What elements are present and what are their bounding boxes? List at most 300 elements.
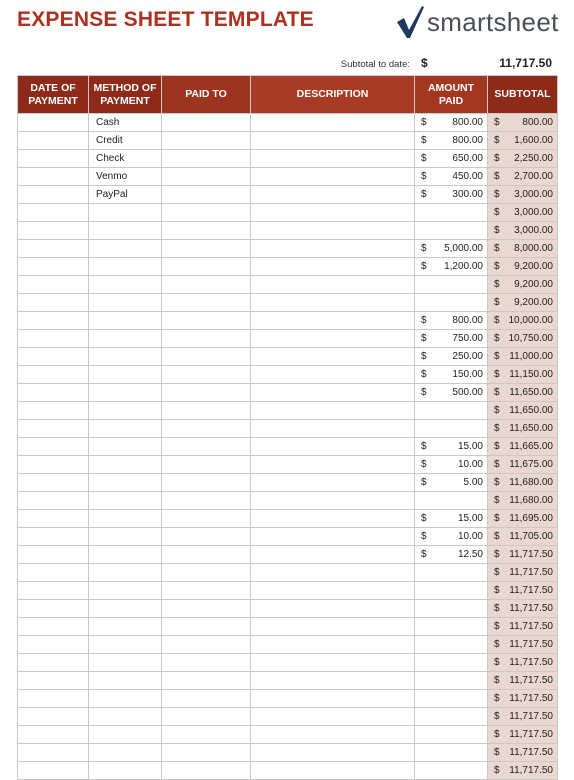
paid-to-cell[interactable] — [162, 150, 251, 168]
paid-to-cell[interactable] — [162, 636, 251, 654]
subtotal-cell — [488, 618, 558, 636]
subtotal-value: 11,650.00 — [509, 405, 553, 416]
date-cell[interactable] — [18, 438, 89, 456]
amount-cell[interactable] — [415, 312, 488, 330]
description-cell[interactable] — [251, 240, 415, 258]
amount-cell[interactable] — [415, 456, 488, 474]
description-cell[interactable] — [251, 600, 415, 618]
date-cell[interactable] — [18, 186, 89, 204]
description-cell[interactable] — [251, 636, 415, 654]
subtotal-value: 11,665.00 — [509, 441, 553, 452]
date-cell[interactable] — [18, 420, 89, 438]
amount-cell[interactable] — [415, 240, 488, 258]
date-cell[interactable] — [18, 492, 89, 510]
date-cell[interactable] — [18, 168, 89, 186]
amount-cell[interactable] — [415, 600, 488, 618]
description-cell[interactable] — [251, 708, 415, 726]
date-cell[interactable] — [18, 402, 89, 420]
amount-cell[interactable] — [415, 636, 488, 654]
subtotal-value: 11,717.50 — [509, 549, 553, 560]
paid-to-cell[interactable] — [162, 348, 251, 366]
paid-to-cell[interactable] — [162, 420, 251, 438]
amount-currency: $ — [421, 369, 427, 380]
method-cell[interactable] — [89, 348, 162, 366]
subtotal-cell — [488, 600, 558, 618]
amount-cell[interactable] — [415, 726, 488, 744]
subtotal-currency: $ — [494, 261, 500, 272]
date-cell[interactable] — [18, 708, 89, 726]
date-cell[interactable] — [18, 312, 89, 330]
paid-to-cell[interactable] — [162, 330, 251, 348]
subtotal-cell — [488, 744, 558, 762]
subtotal-label: Subtotal to date: — [340, 59, 410, 70]
description-cell[interactable] — [251, 366, 415, 384]
subtotal-currency: $ — [494, 243, 500, 254]
amount-cell[interactable] — [415, 672, 488, 690]
method-cell[interactable] — [89, 366, 162, 384]
date-cell[interactable] — [18, 150, 89, 168]
amount-currency: $ — [421, 531, 427, 542]
amount-cell[interactable] — [415, 132, 488, 150]
amount-cell[interactable] — [415, 294, 488, 312]
subtotal-value: 11,717.50 — [509, 711, 553, 722]
method-cell[interactable] — [89, 294, 162, 312]
subtotal-value: 11,705.00 — [509, 531, 553, 542]
paid-to-cell[interactable] — [162, 222, 251, 240]
date-cell[interactable] — [18, 690, 89, 708]
subtotal-cell — [488, 582, 558, 600]
method-cell[interactable] — [89, 708, 162, 726]
description-cell[interactable] — [251, 492, 415, 510]
checkmark-icon — [395, 4, 425, 40]
paid-to-cell[interactable] — [162, 114, 251, 132]
subtotal-currency: $ — [494, 315, 500, 326]
method-cell[interactable] — [89, 636, 162, 654]
table-row — [18, 168, 558, 186]
subtotal-value: 10,750.00 — [508, 333, 553, 344]
paid-to-cell[interactable] — [162, 564, 251, 582]
date-cell[interactable] — [18, 348, 89, 366]
description-cell[interactable] — [251, 672, 415, 690]
amount-cell[interactable] — [415, 420, 488, 438]
paid-to-cell[interactable] — [162, 240, 251, 258]
paid-to-cell[interactable] — [162, 726, 251, 744]
paid-to-cell[interactable] — [162, 654, 251, 672]
subtotal-value: 11,680.00 — [509, 495, 553, 506]
amount-cell[interactable] — [415, 204, 488, 222]
description-cell[interactable] — [251, 528, 415, 546]
method-cell[interactable]: Check — [89, 150, 162, 168]
date-cell[interactable] — [18, 546, 89, 564]
subtotal-value: 11,717.50 — [509, 567, 553, 578]
description-cell[interactable] — [251, 150, 415, 168]
amount-cell[interactable] — [415, 150, 488, 168]
logo-text: smartsheet — [427, 6, 559, 37]
table-row — [18, 474, 558, 492]
paid-to-cell[interactable] — [162, 708, 251, 726]
amount-value: 15.00 — [457, 441, 483, 452]
table-row — [18, 366, 558, 384]
paid-to-cell[interactable] — [162, 456, 251, 474]
subtotal-value: 11,717.50 — [499, 56, 552, 70]
method-cell[interactable] — [89, 474, 162, 492]
header-description: DESCRIPTION — [251, 76, 415, 114]
table-row — [18, 690, 558, 708]
amount-cell[interactable] — [415, 222, 488, 240]
date-cell[interactable] — [18, 258, 89, 276]
subtotal-value: 11,650.00 — [509, 387, 553, 398]
paid-to-cell[interactable] — [162, 438, 251, 456]
amount-currency: $ — [421, 549, 427, 560]
subtotal-currency: $ — [494, 225, 500, 236]
method-cell[interactable] — [89, 492, 162, 510]
table-row — [18, 150, 558, 168]
date-cell[interactable] — [18, 528, 89, 546]
amount-cell[interactable] — [415, 510, 488, 528]
subtotal-cell — [488, 420, 558, 438]
date-cell[interactable] — [18, 132, 89, 150]
description-cell[interactable] — [251, 186, 415, 204]
method-cell[interactable] — [89, 600, 162, 618]
amount-value: 1,200.00 — [444, 261, 483, 272]
subtotal-currency: $ — [494, 387, 500, 398]
amount-cell[interactable] — [415, 366, 488, 384]
method-cell[interactable]: Cash — [89, 114, 162, 132]
description-cell[interactable] — [251, 276, 415, 294]
method-cell[interactable] — [89, 744, 162, 762]
amount-value: 15.00 — [457, 513, 483, 524]
method-cell[interactable] — [89, 564, 162, 582]
paid-to-cell[interactable] — [162, 276, 251, 294]
description-cell[interactable] — [251, 132, 415, 150]
table-row — [18, 276, 558, 294]
amount-value: 250.00 — [452, 351, 483, 362]
description-cell[interactable] — [251, 618, 415, 636]
amount-cell[interactable] — [415, 744, 488, 762]
table-row — [18, 402, 558, 420]
date-cell[interactable] — [18, 618, 89, 636]
description-cell[interactable] — [251, 294, 415, 312]
subtotal-cell — [488, 672, 558, 690]
method-cell[interactable] — [89, 510, 162, 528]
paid-to-cell[interactable] — [162, 312, 251, 330]
method-cell[interactable] — [89, 726, 162, 744]
paid-to-cell[interactable] — [162, 618, 251, 636]
date-cell[interactable] — [18, 582, 89, 600]
amount-cell[interactable] — [415, 708, 488, 726]
subtotal-cell — [488, 132, 558, 150]
date-cell[interactable] — [18, 456, 89, 474]
subtotal-cell — [488, 510, 558, 528]
amount-cell[interactable] — [415, 546, 488, 564]
date-cell[interactable] — [18, 672, 89, 690]
method-cell[interactable] — [89, 312, 162, 330]
method-cell[interactable] — [89, 438, 162, 456]
amount-value: 500.00 — [452, 387, 483, 398]
description-cell[interactable] — [251, 474, 415, 492]
subtotal-currency: $ — [494, 279, 500, 290]
description-cell[interactable] — [251, 438, 415, 456]
method-cell[interactable] — [89, 456, 162, 474]
table-row — [18, 492, 558, 510]
amount-currency: $ — [421, 243, 427, 254]
paid-to-cell[interactable] — [162, 294, 251, 312]
date-cell[interactable] — [18, 294, 89, 312]
amount-cell[interactable] — [415, 690, 488, 708]
subtotal-cell — [488, 456, 558, 474]
table-row — [18, 618, 558, 636]
paid-to-cell[interactable] — [162, 168, 251, 186]
subtotal-value: 11,680.00 — [509, 477, 553, 488]
method-cell[interactable]: Venmo — [89, 168, 162, 186]
paid-to-cell[interactable] — [162, 510, 251, 528]
subtotal-cell — [488, 402, 558, 420]
subtotal-currency: $ — [494, 621, 500, 632]
description-cell[interactable] — [251, 348, 415, 366]
amount-cell[interactable] — [415, 582, 488, 600]
description-cell[interactable] — [251, 330, 415, 348]
method-cell[interactable] — [89, 276, 162, 294]
paid-to-cell[interactable] — [162, 690, 251, 708]
date-cell[interactable] — [18, 744, 89, 762]
amount-cell[interactable] — [415, 402, 488, 420]
method-cell[interactable]: Credit — [89, 132, 162, 150]
subtotal-value: 11,717.50 — [509, 585, 553, 596]
subtotal-value: 11,675.00 — [509, 459, 553, 470]
table-row — [18, 348, 558, 366]
header-paid-to: PAID TO — [162, 76, 251, 114]
subtotal-cell — [488, 708, 558, 726]
paid-to-cell[interactable] — [162, 366, 251, 384]
method-cell[interactable]: PayPal — [89, 186, 162, 204]
subtotal-currency: $ — [494, 711, 500, 722]
paid-to-cell[interactable] — [162, 384, 251, 402]
description-cell[interactable] — [251, 204, 415, 222]
description-cell[interactable] — [251, 258, 415, 276]
date-cell[interactable] — [18, 510, 89, 528]
amount-cell[interactable] — [415, 186, 488, 204]
date-cell[interactable] — [18, 114, 89, 132]
date-cell[interactable] — [18, 204, 89, 222]
description-cell[interactable] — [251, 384, 415, 402]
paid-to-cell[interactable] — [162, 474, 251, 492]
description-cell[interactable] — [251, 168, 415, 186]
subtotal-value: 10,000.00 — [508, 315, 553, 326]
subtotal-cell — [488, 114, 558, 132]
amount-value: 10.00 — [457, 531, 483, 542]
description-cell[interactable] — [251, 114, 415, 132]
amount-currency: $ — [421, 315, 427, 326]
description-cell[interactable] — [251, 510, 415, 528]
amount-cell[interactable] — [415, 528, 488, 546]
description-cell[interactable] — [251, 312, 415, 330]
amount-value: 450.00 — [452, 171, 483, 182]
subtotal-value: 2,700.00 — [514, 171, 553, 182]
paid-to-cell[interactable] — [162, 546, 251, 564]
subtotal-cell — [488, 258, 558, 276]
table-row — [18, 546, 558, 564]
subtotal-cell — [488, 636, 558, 654]
amount-cell[interactable] — [415, 474, 488, 492]
header-subtotal: SUBTOTAL — [488, 76, 558, 114]
amount-currency: $ — [421, 261, 427, 272]
method-cell[interactable] — [89, 204, 162, 222]
subtotal-currency: $ — [494, 477, 500, 488]
subtotal-currency: $ — [494, 495, 500, 506]
paid-to-cell[interactable] — [162, 582, 251, 600]
amount-value: 750.00 — [452, 333, 483, 344]
description-cell[interactable] — [251, 582, 415, 600]
amount-cell[interactable] — [415, 564, 488, 582]
description-cell[interactable] — [251, 654, 415, 672]
table-header-row — [18, 76, 558, 114]
subtotal-currency: $ — [494, 153, 500, 164]
date-cell[interactable] — [18, 330, 89, 348]
date-cell[interactable] — [18, 564, 89, 582]
subtotal-to-date — [0, 56, 574, 72]
subtotal-cell — [488, 186, 558, 204]
date-cell[interactable] — [18, 384, 89, 402]
date-cell[interactable] — [18, 600, 89, 618]
subtotal-value: 11,717.50 — [509, 729, 553, 740]
subtotal-value: 11,695.00 — [509, 513, 553, 524]
method-cell[interactable] — [89, 330, 162, 348]
method-cell[interactable] — [89, 240, 162, 258]
table-row — [18, 510, 558, 528]
subtotal-value: 11,717.50 — [509, 747, 553, 758]
amount-cell[interactable] — [415, 384, 488, 402]
subtotal-cell — [488, 726, 558, 744]
amount-cell[interactable] — [415, 276, 488, 294]
expense-table — [17, 75, 558, 780]
table-row — [18, 294, 558, 312]
description-cell[interactable] — [251, 744, 415, 762]
table-row — [18, 330, 558, 348]
amount-currency: $ — [421, 189, 427, 200]
method-cell[interactable] — [89, 690, 162, 708]
date-cell[interactable] — [18, 366, 89, 384]
subtotal-cell — [488, 438, 558, 456]
description-cell[interactable] — [251, 690, 415, 708]
subtotal-currency: $ — [494, 207, 500, 218]
description-cell[interactable] — [251, 222, 415, 240]
amount-value: 800.00 — [452, 315, 483, 326]
amount-cell[interactable] — [415, 348, 488, 366]
paid-to-cell[interactable] — [162, 600, 251, 618]
subtotal-cell — [488, 654, 558, 672]
amount-cell[interactable] — [415, 654, 488, 672]
table-row — [18, 600, 558, 618]
paid-to-cell[interactable] — [162, 204, 251, 222]
subtotal-currency: $ — [494, 639, 500, 650]
paid-to-cell[interactable] — [162, 402, 251, 420]
table-row — [18, 708, 558, 726]
subtotal-cell — [488, 348, 558, 366]
paid-to-cell[interactable] — [162, 528, 251, 546]
paid-to-cell[interactable] — [162, 258, 251, 276]
method-cell[interactable] — [89, 582, 162, 600]
subtotal-cell — [488, 546, 558, 564]
subtotal-value: 11,717.50 — [509, 693, 553, 704]
description-cell[interactable] — [251, 546, 415, 564]
method-cell[interactable] — [89, 654, 162, 672]
date-cell[interactable] — [18, 636, 89, 654]
amount-cell[interactable] — [415, 258, 488, 276]
amount-value: 150.00 — [452, 369, 483, 380]
amount-cell[interactable] — [415, 330, 488, 348]
paid-to-cell[interactable] — [162, 492, 251, 510]
date-cell[interactable] — [18, 240, 89, 258]
method-cell[interactable] — [89, 618, 162, 636]
amount-value: 800.00 — [452, 117, 483, 128]
amount-currency: $ — [421, 333, 427, 344]
method-cell[interactable] — [89, 402, 162, 420]
date-cell[interactable] — [18, 276, 89, 294]
amount-currency: $ — [421, 441, 427, 452]
amount-cell[interactable] — [415, 168, 488, 186]
amount-currency: $ — [421, 171, 427, 182]
amount-currency: $ — [421, 387, 427, 398]
date-cell[interactable] — [18, 222, 89, 240]
subtotal-currency: $ — [494, 567, 500, 578]
description-cell[interactable] — [251, 402, 415, 420]
subtotal-currency: $ — [494, 513, 500, 524]
description-cell[interactable] — [251, 564, 415, 582]
method-cell[interactable] — [89, 222, 162, 240]
method-cell[interactable] — [89, 528, 162, 546]
amount-cell[interactable] — [415, 438, 488, 456]
subtotal-currency: $ — [494, 765, 500, 776]
subtotal-currency: $ — [494, 549, 500, 560]
method-cell[interactable] — [89, 546, 162, 564]
amount-cell[interactable] — [415, 492, 488, 510]
description-cell[interactable] — [251, 456, 415, 474]
subtotal-cell — [488, 384, 558, 402]
subtotal-currency: $ — [494, 459, 500, 470]
table-row — [18, 564, 558, 582]
paid-to-cell[interactable] — [162, 186, 251, 204]
paid-to-cell[interactable] — [162, 672, 251, 690]
subtotal-value: 11,717.50 — [509, 639, 553, 650]
amount-currency: $ — [421, 117, 427, 128]
subtotal-currency: $ — [494, 729, 500, 740]
method-cell[interactable] — [89, 258, 162, 276]
paid-to-cell[interactable] — [162, 744, 251, 762]
subtotal-currency: $ — [494, 333, 500, 344]
amount-cell[interactable] — [415, 618, 488, 636]
page-title: EXPENSE SHEET TEMPLATE — [17, 8, 314, 31]
subtotal-cell — [488, 150, 558, 168]
paid-to-cell[interactable] — [162, 132, 251, 150]
amount-currency: $ — [421, 135, 427, 146]
method-cell[interactable] — [89, 420, 162, 438]
subtotal-value: 3,000.00 — [514, 225, 553, 236]
table-row — [18, 258, 558, 276]
date-cell[interactable] — [18, 654, 89, 672]
description-cell[interactable] — [251, 420, 415, 438]
date-cell[interactable] — [18, 726, 89, 744]
table-row — [18, 438, 558, 456]
date-cell[interactable] — [18, 474, 89, 492]
amount-cell[interactable] — [415, 114, 488, 132]
subtotal-currency: $ — [494, 171, 500, 182]
subtotal-currency: $ — [494, 531, 500, 542]
subtotal-cell — [488, 222, 558, 240]
subtotal-currency: $ — [494, 675, 500, 686]
method-cell[interactable] — [89, 384, 162, 402]
description-cell[interactable] — [251, 726, 415, 744]
method-cell[interactable] — [89, 672, 162, 690]
